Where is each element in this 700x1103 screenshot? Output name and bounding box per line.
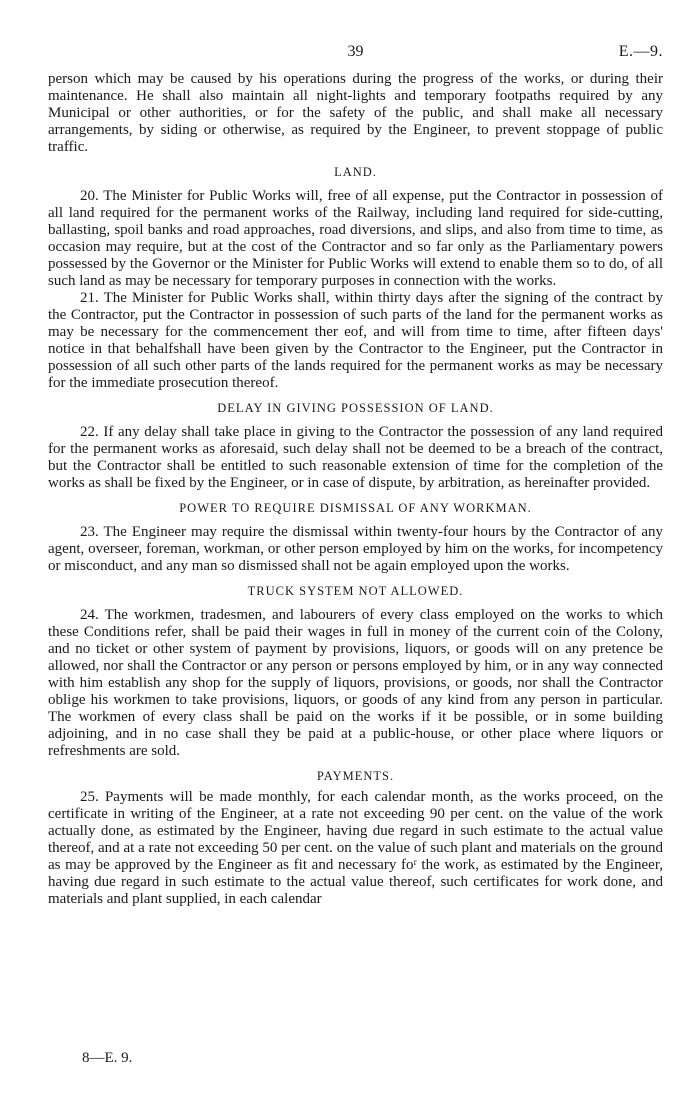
page-header [48,43,663,63]
clause-22: 22. If any delay shall take place in giving to the Contractor the possession of any land required for the permanent works as aforesaid, such delay shall not be deemed to be a breach of the contract, but the Contractor shall be entitled to such reasonable extension of time for the completion of the works as shall be fixed by the Engineer, or in case of dispute, by arbitration, as hereinafter provided. [48,424,663,491]
continuation-paragraph: person which may be caused by his operations during the progress of the works, or during their maintenance. He shall also maintain all night-lights and temporary footpaths required by any Municipal or other authorities, or for the safety of the public, and shall make all necessary arrangements, by siding or otherwise, as required by the Engineer, to prevent stoppage of public traffic. [48,71,663,155]
section-heading-land: LAND. [334,165,377,179]
clause-20: 20. The Minister for Public Works will, free of all expense, put the Contractor in possession of all land required for the permanent works of the Railway, including land required for side-cutting, ballasting, spoil banks and road approaches, road diversions, and slips, and also from time to time, as occasion may require, but at the cost of the Contractor and so far only as the Parliamentary powers possessed by the Governor or the Minister for Public Works will extend to enable them so to do, of all such land as may be necessary for temporary purposes in connection with the works. [48,188,663,289]
clause-24: 24. The workmen, tradesmen, and labourers of every class employed on the works to which these Conditions refer, shall be paid their wages in full in money of the current coin of the Colony, and no ticket or other system of payment by provisions, liquors, or goods will on any pretence be allowed, nor shall the Contractor or any person or persons employed by him, or in any way connected with him establish any shop for the supply of liquors, provisions, or goods, nor shall the Contractor oblige his workmen to take provisions, liquors, or goods of any kind from any person in particular. The workmen of every class shall be paid on the works if it be possible, or in some building adjoining, and in no case shall they be paid at a public-house, or other place where liquors or refreshments are sold. [48,607,663,759]
clause-21: 21. The Minister for Public Works shall, within thirty days after the signing of the contract by the Contractor, put the Contractor in possession of such parts of the land for the permanent works as may be necessary for the commencement ther eof, and will from time to time, after fifteen days' notice in that behalfshall have been given by the Contractor to the Engineer, put the Contractor in possession of all such other parts of the lands required for the permanent works as may be necessary for the immediate prosecution thereof. [48,290,663,391]
page-number: 39 [347,43,364,60]
document-body [48,71,663,908]
clause-25: 25. Payments will be made monthly, for each calendar month, as the works proceed, on the certificate in writing of the Engineer, at a rate not exceeding 90 per cent. on the value of the work actually done, as estimated by the Engineer, having due regard in such estimate to the actual value thereof, and at a rate not exceeding 50 per cent. on the value of such plant and materials on the ground as may be approved by the Engineer as fit and necessary foʳ the work, as estimated by the Engineer, having due regard in such estimate to the actual value thereof, such certificates for work done, and materials and plant supplied, in each calendar [48,789,663,907]
section-heading-truck-system: TRUCK SYSTEM NOT ALLOWED. [247,584,464,598]
section-heading-payments: PAYMENTS. [316,769,395,783]
section-heading-delay: DELAY IN GIVING POSSESSION OF LAND. [217,401,494,415]
document-reference: E.—9. [618,43,663,60]
section-heading-dismissal: POWER TO REQUIRE DISMISSAL OF ANY WORKMAN. [179,501,532,515]
clause-23: 23. The Engineer may require the dismissal within twenty-four hours by the Contractor of any agent, overseer, foreman, workman, or other person employed by him on the works, for incompetency or misconduct, and any man so dismissed shall not be again employed upon the works. [48,524,663,574]
printer-signature: 8—E. 9. [82,1050,133,1066]
